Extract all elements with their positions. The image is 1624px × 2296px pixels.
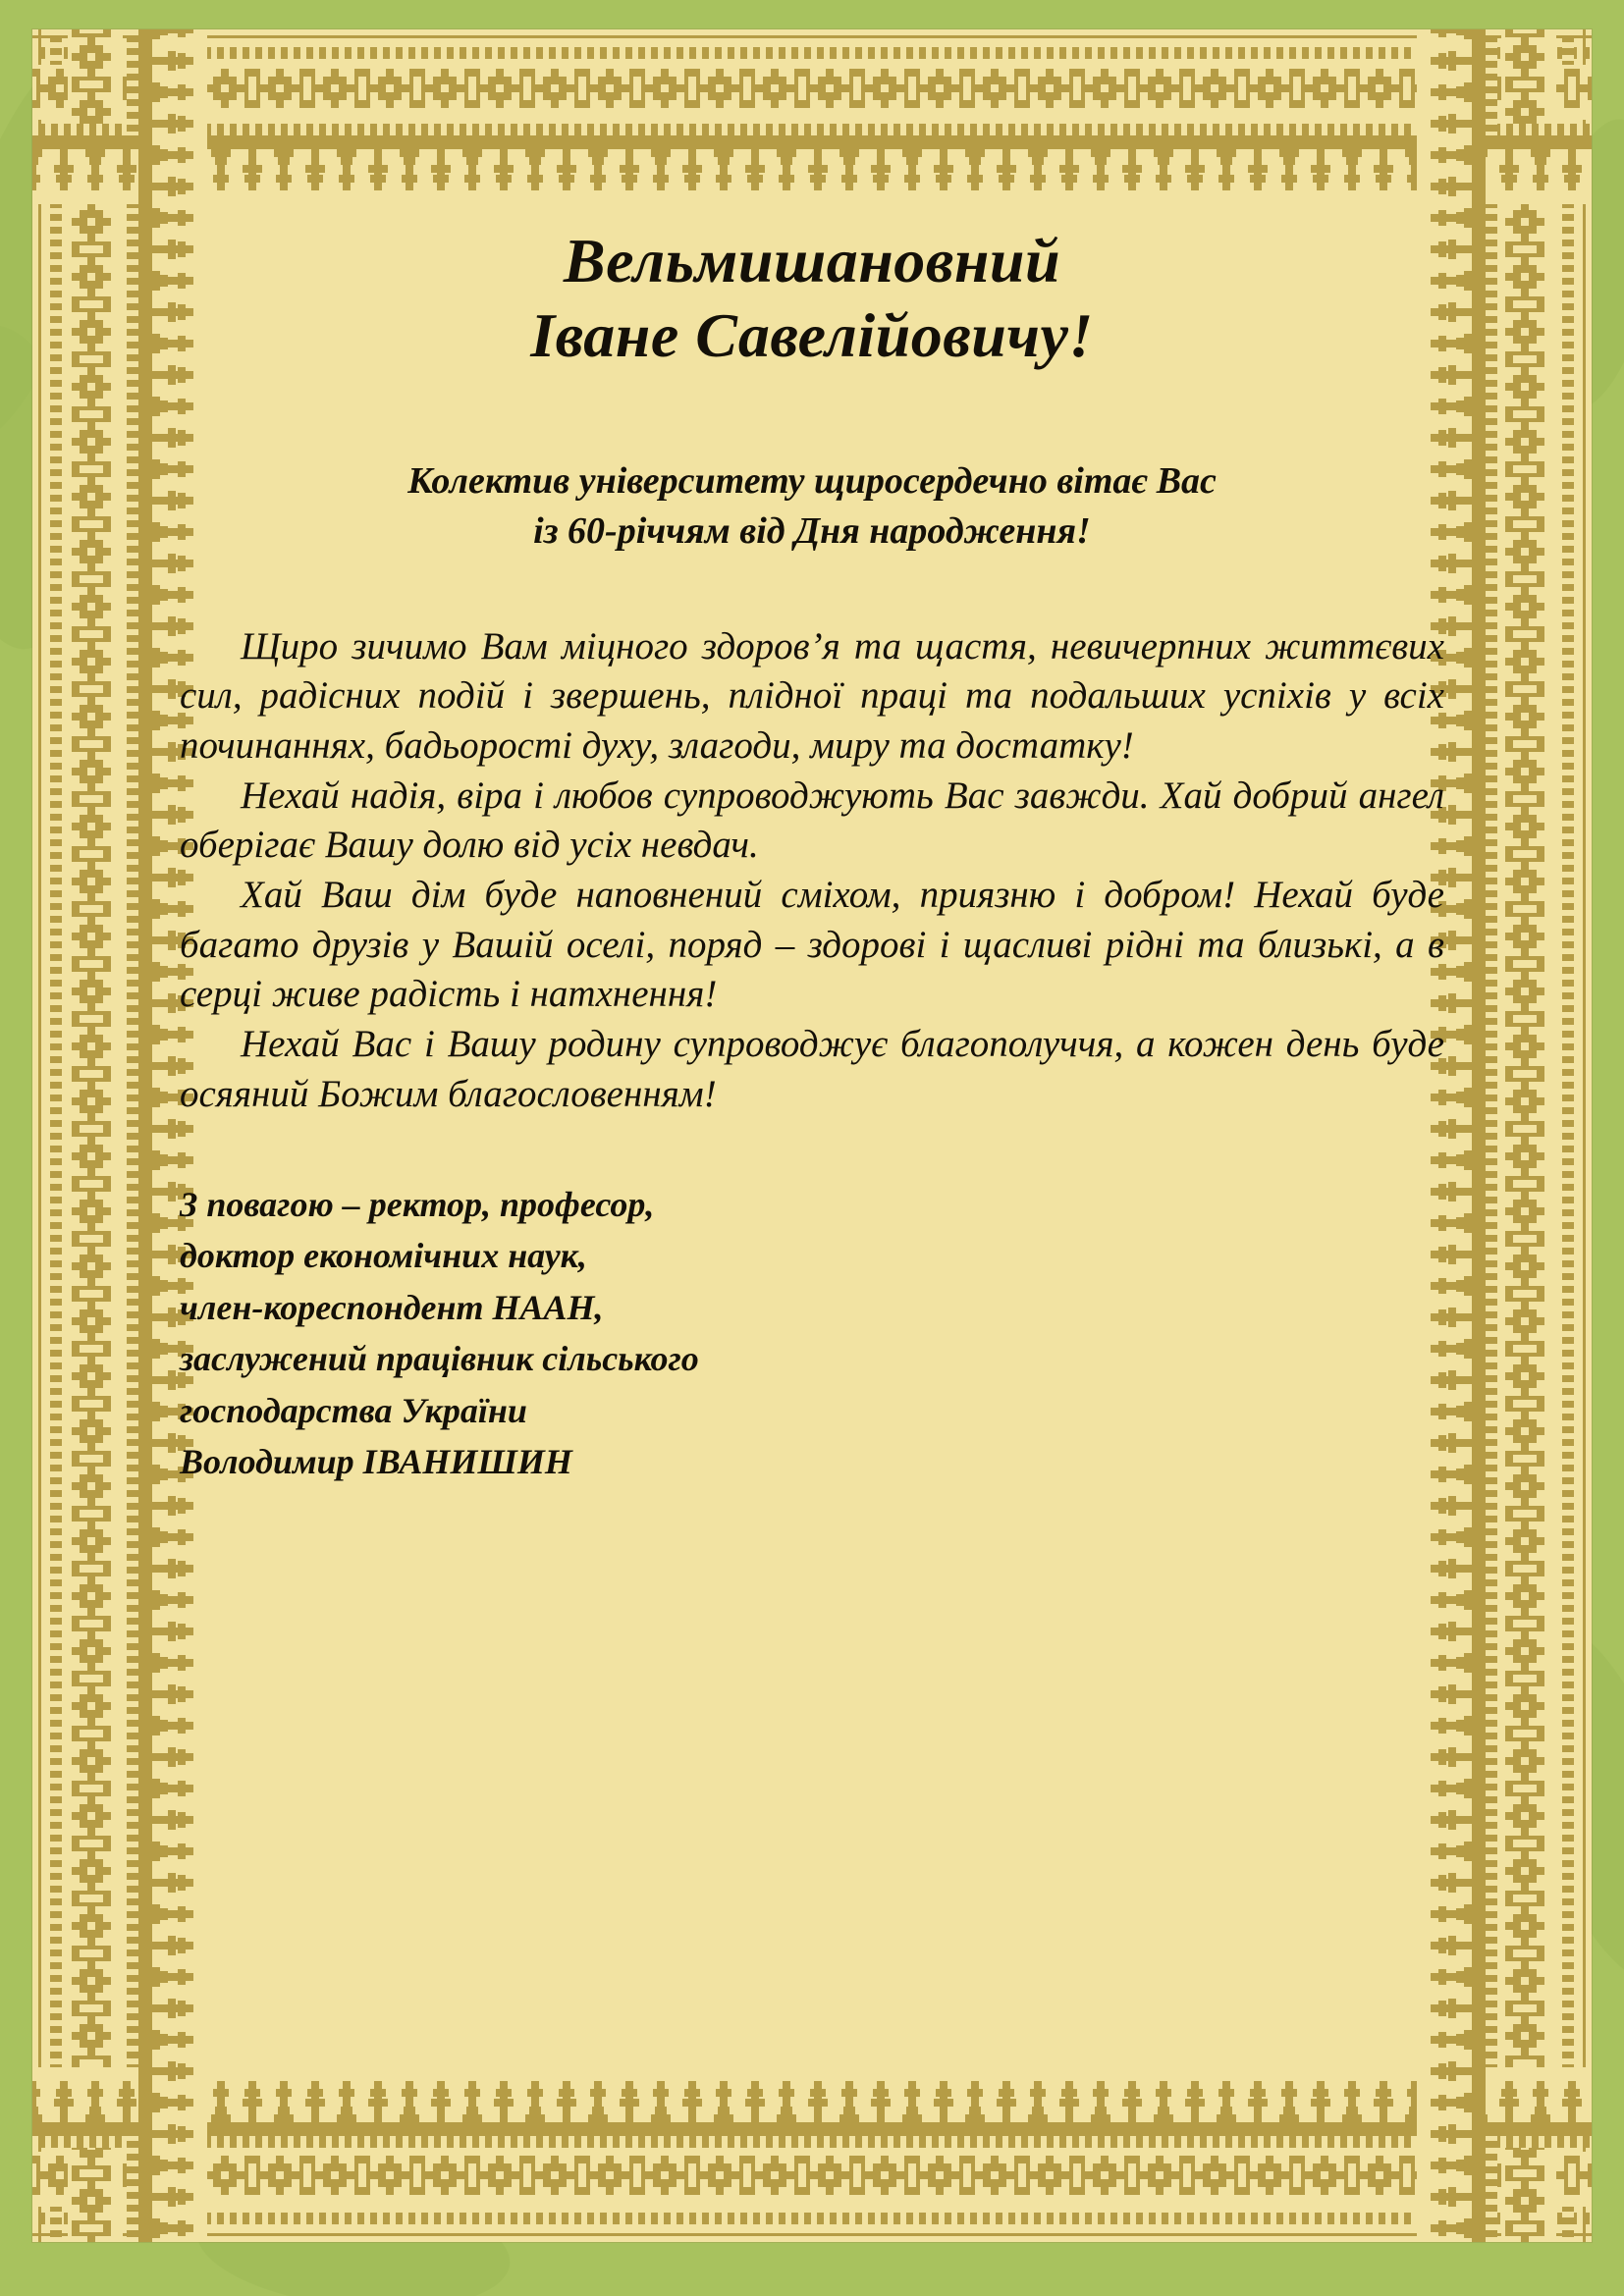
greeting-line-1: Вельмишановний	[563, 226, 1061, 295]
certificate-content	[180, 187, 1444, 2085]
frame-dot-row-bottom	[32, 2213, 1592, 2224]
greeting-line-2: Іване Савелійовичу!	[530, 299, 1094, 370]
frame-inner-dot-row-top	[32, 124, 1592, 135]
signature-line: заслужений працівник сільського	[180, 1339, 699, 1379]
frame-dot-row-right	[1562, 29, 1574, 2242]
frame-dot-row-top	[32, 47, 1592, 59]
frame-motif-band-bottom	[32, 2152, 1592, 2207]
frame-motif-band-right	[1501, 29, 1556, 2242]
message-paragraph: Нехай надія, віра і любов супроводжують Вас завжди. Хай добрий ангел оберігає Вашу долю від усіх невдач.	[180, 774, 1444, 867]
message-paragraph: Щиро зичимо Вам міцного здоров’я та щастя, невичерпних життєвих сил, радісних подій і звершень, плідної праці та подальших успіхів у всіх починаннях, бадьорості духу, злагоди, миру та достатку!	[180, 624, 1444, 767]
frame-outer-rule-top	[32, 35, 1592, 38]
signatory-name: Володимир ІВАНИШИН	[180, 1442, 572, 1482]
frame-outer-rule-bottom	[32, 2233, 1592, 2236]
signature-block	[180, 1179, 1444, 1488]
frame-inner-dot-row-right	[1486, 29, 1497, 2242]
frame-inner-dot-row-bottom	[32, 2136, 1592, 2148]
certificate-card	[32, 29, 1592, 2242]
subtitle-line-1: Колектив університету щиросердечно вітає Вас	[407, 460, 1217, 503]
frame-outer-rule-left	[38, 29, 41, 2242]
occasion-subtitle	[180, 456, 1444, 558]
signature-line: член-кореспондент НААН,	[180, 1287, 604, 1327]
message-paragraph: Нехай Вас і Вашу родину супроводжує благополуччя, а кожен день буде осяяний Божим благословенням!	[180, 1023, 1444, 1115]
signature-line: доктор економічних наук,	[180, 1236, 587, 1276]
signature-line: З повагою – ректор, професор,	[180, 1184, 655, 1224]
frame-motif-band-left	[68, 29, 123, 2242]
greeting-title	[180, 224, 1444, 372]
message-body	[180, 622, 1444, 1120]
signature-line: господарства України	[180, 1390, 527, 1430]
frame-inner-dot-row-left	[127, 29, 138, 2242]
frame-outer-rule-right	[1583, 29, 1586, 2242]
frame-motif-band-top	[32, 65, 1592, 120]
subtitle-line-2: із 60-річчям від Дня народження!	[533, 510, 1091, 553]
frame-dot-row-left	[50, 29, 62, 2242]
message-paragraph: Хай Ваш дім буде наповнений сміхом, приязню і добром! Нехай буде багато друзів у Вашій оселі, поряд – здорові і щасливі рідні та близькі, а в серці живе радість і натхнення!	[180, 874, 1444, 1016]
